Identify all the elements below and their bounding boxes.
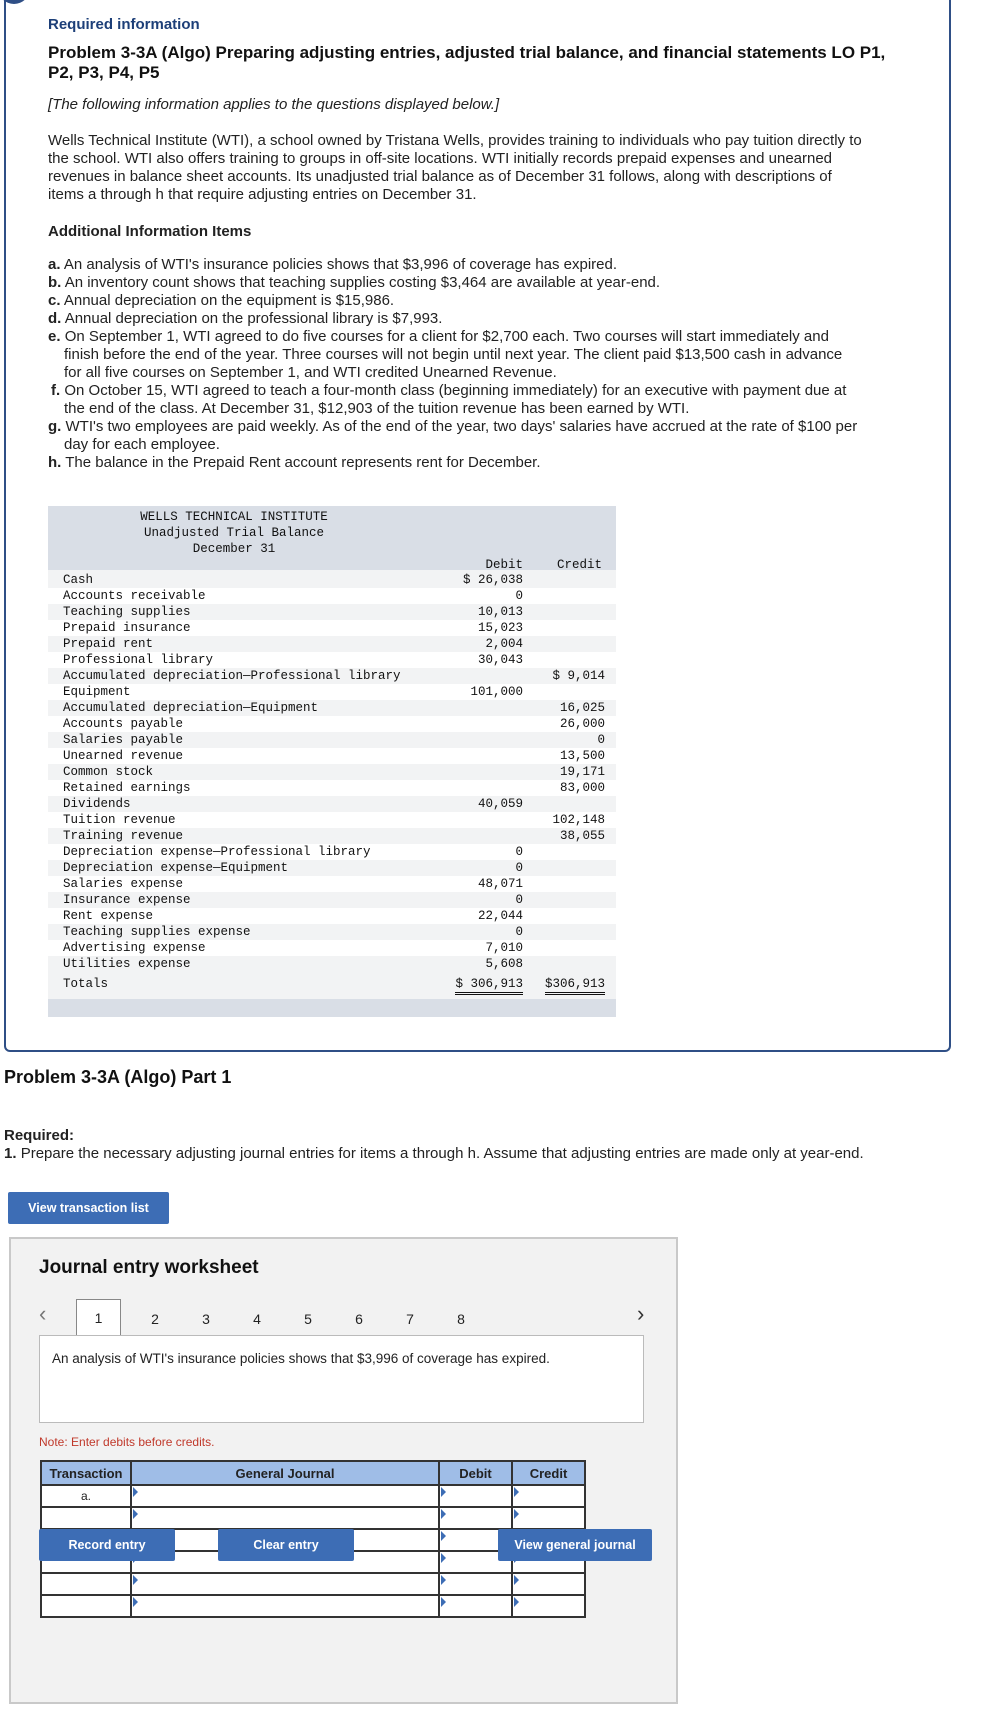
info-item-a: a. An analysis of WTI's insurance policies shows that $3,996 of coverage has expired. [48,256,618,273]
tab-3[interactable]: 3 [202,1311,210,1327]
tb-account: Tuition revenue [63,813,176,827]
journal-entry-worksheet [9,1237,678,1704]
unadjusted-trial-balance [48,506,616,1017]
dropdown-marker-icon [441,1597,446,1607]
tb-account: Professional library [63,653,214,667]
tb-row [48,732,616,748]
tb-debit-value: 0 [515,589,523,603]
tb-credit-value: $ 9,014 [552,669,605,683]
dropdown-marker-icon [441,1531,446,1541]
col-transaction: Transaction [41,1461,131,1485]
info-item-c: c. Annual depreciation on the equipment is $15,986. [48,292,395,309]
tb-account: Retained earnings [63,781,191,795]
tb-debit-value: 0 [515,845,523,859]
tb-account: Depreciation expense—Professional library [63,845,371,859]
tb-row [48,668,616,684]
journal-row [41,1573,585,1595]
tab-1[interactable]: 1 [76,1299,121,1335]
tb-debit-value: 30,043 [477,653,523,667]
tb-credit-value: 13,500 [559,749,605,763]
info-item-g-cont: day for each employee. [64,436,220,453]
tb-total-debit: $ 306,913 [455,976,523,995]
info-item-e-cont: for all five courses on September 1, and WTI credited Unearned Revenue. [64,364,557,381]
dropdown-marker-icon [133,1575,138,1585]
tb-credit-value: 83,000 [559,781,605,795]
tb-account: Accounts receivable [63,589,206,603]
tb-debit-value: 22,044 [477,909,523,923]
tb-row [48,572,616,588]
tb-account: Teaching supplies [63,605,191,619]
tb-title: Unadjusted Trial Balance [143,526,325,540]
tb-row [48,684,616,700]
tb-total-credit: $306,913 [545,976,605,995]
tb-debit-value: 101,000 [470,685,523,699]
tb-credit-value: 102,148 [552,813,605,827]
tb-account: Prepaid insurance [63,621,191,635]
tb-row [48,588,616,604]
tb-account: Rent expense [63,909,154,923]
general-journal-input[interactable] [131,1595,439,1617]
journal-row [41,1485,585,1507]
tb-account: Cash [63,573,94,587]
applies-note: [The following information applies to the questions displayed below.] [48,96,500,113]
additional-info-heading: Additional Information Items [48,223,252,240]
dropdown-marker-icon [441,1553,446,1563]
general-journal-input[interactable] [131,1485,439,1507]
clear-entry-button[interactable]: Clear entry [218,1529,354,1561]
tab-6[interactable]: 6 [355,1311,363,1327]
tb-account: Accounts payable [63,717,184,731]
debit-input[interactable] [439,1507,512,1529]
tab-4[interactable]: 4 [253,1311,261,1327]
col-general-journal: General Journal [131,1461,439,1485]
intro-line: items a through h that require adjusting entries on December 31. [48,186,477,203]
tb-account: Accumulated depreciation—Equipment [63,701,319,715]
tb-debit-value: 40,059 [477,797,523,811]
credit-input[interactable] [512,1595,585,1617]
tb-credit-value: 19,171 [559,765,605,779]
transaction-cell [41,1573,131,1595]
problem-title: Problem 3-3A (Algo) Preparing adjusting entries, adjusted trial balance, and financial statements LO P1, [48,43,886,62]
tb-account: Salaries payable [63,733,184,747]
dropdown-marker-icon [514,1597,519,1607]
tb-row [48,860,616,876]
col-debit: Debit [439,1461,512,1485]
dropdown-marker-icon [133,1509,138,1519]
tb-row [48,908,616,924]
dropdown-marker-icon [514,1509,519,1519]
info-item-g: g. WTI's two employees are paid weekly. As of the end of the year, two days' salaries have accrued at the rate of $100 per [48,418,858,435]
info-item-f-cont: the end of the class. At December 31, $12,903 of the tuition revenue has been earned by WTI. [64,400,690,417]
dropdown-marker-icon [441,1509,446,1519]
general-journal-input[interactable] [131,1573,439,1595]
intro-line: Wells Technical Institute (WTI), a school owned by Tristana Wells, provides training to individuals who pay tuition directly to [48,132,862,149]
tab-5[interactable]: 5 [304,1311,312,1327]
tb-row [48,796,616,812]
view-transaction-list-button[interactable]: View transaction list [8,1192,169,1224]
tb-row [48,892,616,908]
tb-row [48,604,616,620]
dropdown-marker-icon [514,1575,519,1585]
transaction-cell [41,1595,131,1617]
transaction-cell [41,1507,131,1529]
credit-input[interactable] [512,1507,585,1529]
tb-account: Training revenue [63,829,184,843]
entry-note: Note: Enter debits before credits. [39,1435,215,1449]
tb-company-name: WELLS TECHNICAL INSTITUTE [140,510,328,524]
journal-row [41,1595,585,1617]
tb-row [48,652,616,668]
worksheet-title: Journal entry worksheet [39,1257,259,1278]
tb-account: Dividends [63,797,131,811]
tb-totals-label: Totals [63,977,109,991]
problem-title-line2: P2, P3, P4, P5 [48,63,160,82]
journal-row [41,1507,585,1529]
debit-input[interactable] [439,1485,512,1507]
tb-row [48,924,616,940]
panel-marker-icon [0,0,30,4]
dropdown-marker-icon [441,1575,446,1585]
tb-row [48,844,616,860]
tb-row [48,780,616,796]
credit-input[interactable] [512,1485,585,1507]
intro-line: revenues in balance sheet accounts. Its unadjusted trial balance as of December 31 follows, along with descriptions of [48,168,832,185]
debit-input[interactable] [439,1573,512,1595]
tb-row [48,876,616,892]
tb-credit-value: 16,025 [559,701,605,715]
tb-debit-value: 5,608 [485,957,523,971]
intro-line: the school. WTI also offers training to groups in off-site locations. WTI initially records prepaid expenses and unearned [48,150,833,167]
tb-row [48,748,616,764]
tb-account: Equipment [63,685,131,699]
tb-account: Utilities expense [63,957,191,971]
tb-debit-value: 0 [515,861,523,875]
tb-account: Accumulated depreciation—Professional library [63,669,401,683]
general-journal-input[interactable] [131,1507,439,1529]
required-label: Required: [4,1127,75,1144]
info-item-f: f. On October 15, WTI agreed to teach a four-month class (beginning immediately) for an executive with payment due at [51,382,847,399]
record-entry-button[interactable]: Record entry [39,1529,175,1561]
info-item-e-cont: finish before the end of the year. Three courses will not begin until next year. The client paid $13,500 cash in advance [64,346,843,363]
col-credit: Credit [512,1461,585,1485]
trial-balance-footer [48,999,616,1017]
tb-row [48,764,616,780]
info-item-b: b. An inventory count shows that teaching supplies costing $3,464 are available at year-end. [48,274,661,291]
tb-row [48,940,616,956]
tb-row [48,700,616,716]
tb-debit-value: 0 [515,893,523,907]
dropdown-marker-icon [441,1487,446,1497]
info-item-d: d. Annual depreciation on the professional library is $7,993. [48,310,443,327]
tb-account: Unearned revenue [63,749,184,763]
tb-row [48,636,616,652]
tb-debit-value: 48,071 [477,877,523,891]
tb-date: December 31 [192,542,276,556]
tb-account: Teaching supplies expense [63,925,251,939]
tb-row [48,620,616,636]
info-item-e: e. On September 1, WTI agreed to do five courses for a client for $2,700 each. Two courses will start immediately and [48,328,829,345]
tb-credit-value: 38,055 [559,829,605,843]
tb-debit-value: 2,004 [485,637,523,651]
tb-debit-value: 7,010 [485,941,523,955]
required-information-heading: Required information [48,16,200,33]
prev-arrow-icon[interactable]: ‹ [39,1301,47,1326]
tb-credit-value: 0 [597,733,605,747]
tb-row [48,828,616,844]
debit-input[interactable] [439,1595,512,1617]
dropdown-marker-icon [133,1597,138,1607]
next-arrow-icon[interactable]: › [637,1301,645,1326]
tab-7[interactable]: 7 [406,1311,414,1327]
tb-credit-header: Credit [556,558,602,572]
tb-debit-value: 0 [515,925,523,939]
requirement-text: 1. Prepare the necessary adjusting journal entries for items a through h. Assume that adjusting entries are made only at year-end. [4,1145,864,1162]
tb-account: Prepaid rent [63,637,154,651]
tb-credit-value: 26,000 [559,717,605,731]
credit-input[interactable] [512,1573,585,1595]
tab-2[interactable]: 2 [151,1311,159,1327]
transaction-cell: a. [41,1485,131,1507]
view-general-journal-button[interactable]: View general journal [498,1529,652,1561]
tb-row [48,716,616,732]
tb-debit-value: 15,023 [477,621,523,635]
tb-account: Insurance expense [63,893,191,907]
tb-debit-value: $ 26,038 [462,573,523,587]
transaction-description: An analysis of WTI's insurance policies shows that $3,996 of coverage has expired. [39,1335,644,1423]
tb-row [48,956,616,972]
tb-account: Advertising expense [63,941,206,955]
tb-debit-header: Debit [485,558,523,572]
tb-account: Salaries expense [63,877,184,891]
tb-debit-value: 10,013 [477,605,523,619]
part-title: Problem 3-3A (Algo) Part 1 [4,1067,232,1087]
tb-account: Depreciation expense—Equipment [63,861,289,875]
info-item-h: h. The balance in the Prepaid Rent account represents rent for December. [48,454,541,471]
tb-account: Common stock [63,765,154,779]
tab-8[interactable]: 8 [457,1311,465,1327]
tb-row [48,812,616,828]
dropdown-marker-icon [133,1487,138,1497]
dropdown-marker-icon [514,1487,519,1497]
